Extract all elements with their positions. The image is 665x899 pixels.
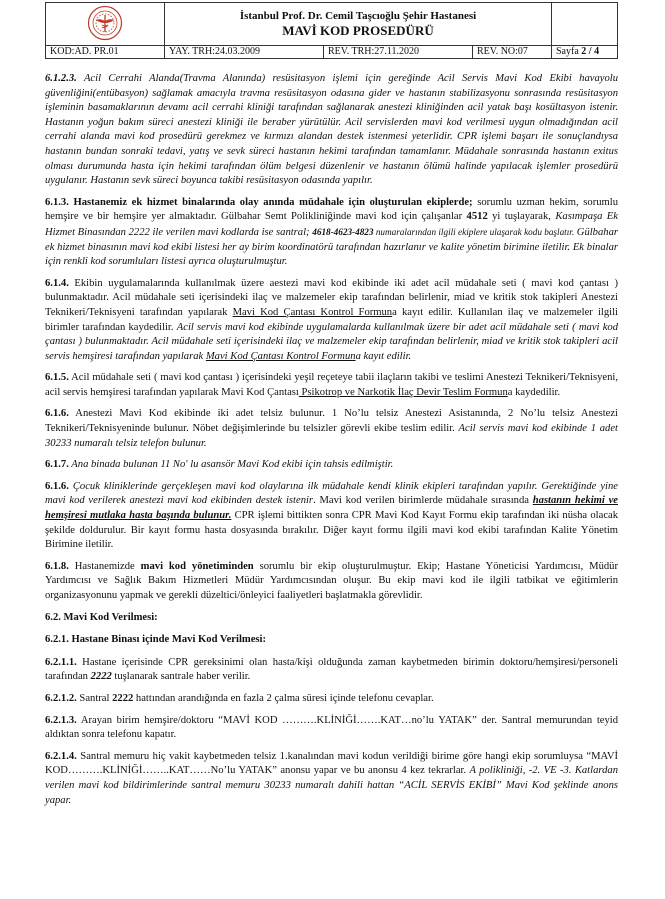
blank-cell	[552, 3, 618, 46]
heading-6-2-1: 6.2.1. Hastane Binası içinde Mavi Kod Verilmesi:	[45, 634, 267, 646]
section-6-1-6-b: 6.1.6. Çocuk kliniklerinde gerçekleşen mavi kod olaylarına ilk müdahale kendi klinik ekipleri tarafından yapılır. Gerektiğinde yine mavi kod verilerek anestezi mavi kod ekibinden destek istenir. Mavi kod verilen birimlerde müdahale sırasında hastanın hekimi ve hemşiresi mutlaka hasta başında bulunur. CPR işlemi bittikten sonra CPR Mavi Kod Kayıt Formu ekip tarafından iki nüsha olacak şekilde doldurulur. Bir kayıt formu hasta dosyasında bırakılır. Diğer kayıt formu ilgili mavi kod ekibi tarafından Kalite Yönetim Birimine iletilir.	[45, 480, 619, 551]
section-6-1-4: 6.1.4. Ekibin uygulamalarında kullanılmak üzere aestezi mavi kod ekibinde iki adet acil müdahale seti ( mavi kod çantası ) bulunmaktadır. Acil müdahale seti içerisindeki ilaç ve malzemeler ekip tarafından belirlenir, miad ve kritik stok takipleri Anestezi Teknikeri/Teknisyeni tarafından yapılarak Mavi Kod Çantası Kontrol Formuna kayıt edilir. Kullanılan ilaç ve malzemeler ilgili birimler tarafından kaydedilir. Acil servis mavi kod ekibinde uygulamalarda kullanılmak üzere bir adet acil müdahale seti ( mavi kod çantası ) bulunmaktadır. Acil müdahale seti içerisindeki ilaç ve malzemeler ekip tarafından belirlenir, miad ve kritik stok takipleri acil servis hemşiresi tarafından yapılarak Mavi Kod Çantası Kontrol Formuna kayıt edilir.	[45, 277, 618, 362]
revision-date: REV. TRH:27.11.2020	[324, 46, 473, 59]
section-6-1-7: 6.1.7. Ana binada bulunan 11 No' lu asansör Mavi Kod ekibi için tahsis edilmiştir.	[45, 459, 394, 471]
publish-date: YAY. TRH:24.03.2009	[165, 46, 324, 59]
section-6-2-1-3: 6.2.1.3. Arayan birim hemşire/doktoru “MAVİ KOD ……….KLİNİĞİ…….KAT…no’lu YATAK” der. Santral memurundan teyid aldıktan sonra telefonu kapatır.	[45, 714, 618, 741]
section-6-1-5: 6.1.5. Acil müdahale seti ( mavi kod çantası ) içerisindeki yeşil reçeteye tabii ilaçların takibi ve teslimi Anestezi Teknikeri/Teknisyeni, acil servis hemşiresi tarafından yapılarak Mavi Kod Çantası Psikotrop ve Narkotik İlaç Devir Teslim Formuna kaydedilir.	[45, 372, 618, 398]
mavi-kod-cantasi-form-link[interactable]: Mavi Kod Çantası Kontrol Formun	[232, 306, 393, 318]
doc-code: KOD:AD. PR.01	[46, 46, 165, 59]
section-6-2-1-2: 6.2.1.2. Santral 2222 hattından arandığında en fazla 2 çalma süresi içinde telefonu cevaplar.	[45, 692, 434, 704]
section-6-1-2-3: 6.1.2.3. Acil Cerrahi Alanda(Travma Alanında) resüsitasyon işlemi için gereğinde Acil Servis Mavi Kod Ekibi havayolu güvenliğini(entübasyon) sağlamak amacıyla travma resüsitasyon odasına gider ve hastanın stabilizasyonu sonrasında resüsitasyon işleminin basamaklarının devamı acil cerrahi kliniği tarafından sağlanarak anestezi kliniğinden acil yatak başı kosültasyon istenir. Hastanın yoğun bakım süreci anestezi kliniği ile beraber yürütülür. Acil servislerden mavi kod verilmesi uygun olmadığından acil cerrahi alanda mavi kod prosedürü gerekmez ve kırmızı alandan destek istenmesi yeterlidir. CPR işlemi başarı ile sonuçlandıysa hastanın bundan sonraki tedavi, yatış ve sevk süreci hastanın hekimi tarafından tamamlanır. Müdahale sonrasında hastanın exitus olması durumunda hasta için hekimi tarafından ölüm belgesi düzenlenir ve hastanın ölümü halinde yapılacak işlemler prosedürü uygulanır. Hastanın sevk süreci boyunca takibi resüsitasyon odasında yapılır.	[45, 73, 618, 187]
document-title: MAVİ KOD PROSEDÜRÜ	[282, 22, 434, 38]
section-6-1-3: 6.1.3. Hastanemiz ek hizmet binalarında olay anında müdahale için oluşturulan ekiplerde; sorumlu uzman hekim, sorumlu hemşire ve bir hemşire yer almaktadır. Gülbahar Semt Polikliniğinde mavi kod için çalışanlar 4512 yi tuşlayarak, Kasımpaşa Ek Hizmet Binasından 2222 ile verilen mavi kodlarda ise santral; 4618-4623-4823 numaralarından ilgili ekiplere ulaşarak kodu başlatır. Gülbahar ek hizmet binasının mavi kod ekibi listesi her ay birim koordinatörü tarafından hazırlanır ve kalite yönetim birimine iletilir. Ek binalar için renkli kod sorumluları listesi ayrıca oluşturulmuştur.	[45, 196, 618, 268]
ministry-emblem-icon	[87, 5, 123, 41]
heading-6-2: 6.2. Mavi Kod Verilmesi:	[45, 611, 158, 623]
page-number: Sayfa 2 / 4	[552, 46, 618, 59]
hospital-name: İstanbul Prof. Dr. Cemil Taşcıoğlu Şehir Hastanesi	[239, 9, 477, 22]
psikotrop-form-link[interactable]: Psikotrop ve Narkotik İlaç Devir Teslim Formun	[298, 386, 508, 398]
document-body	[45, 72, 618, 815]
mavi-kod-cantasi-form-link-2[interactable]: Mavi Kod Çantası Kontrol Formun	[205, 350, 356, 362]
document-header-table	[45, 2, 618, 59]
section-6-2-1-1: 6.2.1.1. Hastane içerisinde CPR gereksinimi olan hasta/kişi olduğunda zaman kaybetmeden birimin doktoru/hemşiresi/personeli tarafından 2222 tuşlanarak santrale haber verilir.	[45, 656, 618, 683]
revision-no: REV. NO:07	[473, 46, 552, 59]
title-cell	[165, 3, 552, 46]
section-6-1-6-a: 6.1.6. Anestezi Mavi Kod ekibinde iki adet telsiz bulunur. 1 No’lu telsiz Anestezi Asistanında, 2 No’lu telsiz Anestezi Teknikeri/Teknisyeninde bulunur. Nöbet değişimlerinde bu telsizler görevli ekibe teslim edilir. Acil servis mavi kod ekibinde 1 adet 30233 numaralı telsiz telefon bulunur.	[45, 408, 618, 449]
section-6-1-8: 6.1.8. Hastanemizde mavi kod yönetiminden sorumlu bir ekip oluşturulmuştur. Ekip; Hastane Yöneticisi Yardımcısı, Müdür Yardımcısı ve Sağlık Bakım Hizmetleri Müdür Yardımcısından oluşur. Bu ekip mavi kod ile ilgili tatbikat ve eğitimlerin organizasyonunu yapmak ve gerekli düzeltici/önleyici faaliyetleri başlatmakla görevlidir.	[45, 560, 618, 601]
section-6-2-1-4: 6.2.1.4. Santral memuru hiç vakit kaybetmeden telsiz 1.kanalından mavi kodun verildiği birime göre hangi ekip sorumluysa “MAVİ KOD……….KLİNİĞİ……..KAT……No’lu YATAK” anonsu yapar ve bu anonsu 4 kez tekrarlar. A polikliniği, -2. VE -3. Katlardan verilen mavi kod bildirimlerinde santral memuru 30233 numaralı dahili hattan “ACİL SERVİS EKİBİ” Mavi Kod şeklinde anons yapar.	[45, 750, 618, 806]
logo-cell	[46, 3, 165, 46]
